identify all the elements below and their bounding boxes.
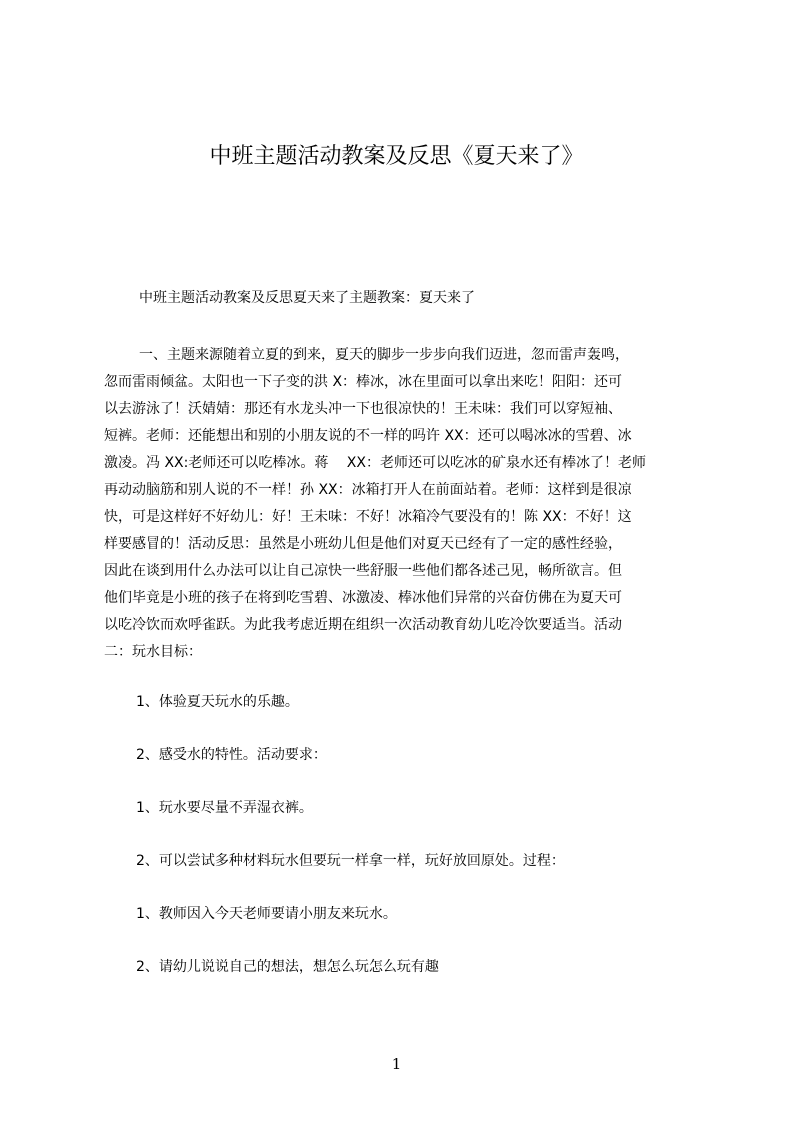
body-line: 再动动脑筋和别人说的不一样！孙 XX：冰箱打开人在前面站着。老师：这样到是很凉 <box>104 482 632 498</box>
body-line: 一、主题来源随着立夏的到来，夏天的脚步一步步向我们迈进，忽而雷声轰鸣， <box>139 347 629 363</box>
document-title: 中班主题活动教案及反思《夏天来了》 <box>209 144 584 169</box>
body-line: 二：玩水目标： <box>104 644 202 660</box>
body-line: 以去游泳了！沃婧婧：那还有水龙头冲一下也很凉快的！王未味：我们可以穿短袖、 <box>104 401 622 417</box>
body-line: 以吃冷饮而欢呼雀跃。为此我考虑近期在组织一次活动教育幼儿吃冷饮要适当。活动 <box>104 617 622 633</box>
body-line: 他们毕竟是小班的孩子在将到吃雪碧、冰激凌、棒冰他们异常的兴奋仿佛在为夏天可 <box>104 590 622 606</box>
list-item: 1、玩水要尽量不弄湿衣裤。 <box>136 800 313 816</box>
list-item: 1、体验夏天玩水的乐趣。 <box>136 694 299 710</box>
document-subtitle: 中班主题活动教案及反思夏天来了主题教案：夏天来了 <box>139 290 475 306</box>
list-item: 1、教师因入今天老师要请小朋友来玩水。 <box>136 906 397 922</box>
list-item: 2、可以尝试多种材料玩水但要玩一样拿一样，玩好放回原处。过程： <box>136 853 565 869</box>
list-item: 2、请幼儿说说自己的想法，想怎么玩怎么玩有趣 <box>136 959 439 975</box>
body-line: 样要感冒的！活动反思：虽然是小班幼儿但是他们对夏天已经有了一定的感性经验， <box>104 536 622 552</box>
body-line: 因此在谈到用什么办法可以让自己凉快一些舒服一些他们都各述己见，畅所欲言。但 <box>104 563 622 579</box>
body-line: 忽而雷雨倾盆。太阳也一下子变的洪 X：棒冰，冰在里面可以拿出来吃！阳阳：还可 <box>104 374 623 390</box>
body-line: 激凌。冯 XX:老师还可以吃棒冰。蒋 XX：老师还可以吃冰的矿泉水还有棒冰了！老师 <box>104 455 646 471</box>
body-paragraph <box>104 342 699 666</box>
list-item: 2、感受水的特性。活动要求： <box>136 747 327 763</box>
body-line: 快，可是这样好不好幼儿：好！王未味：不好！冰箱冷气要没有的！陈 XX：不好！这 <box>104 509 632 525</box>
page-number: 1 <box>391 1055 402 1073</box>
body-line: 短裤。老师：还能想出和别的小朋友说的不一样的吗许 XX：还可以喝冰冰的雪碧、冰 <box>104 428 632 444</box>
